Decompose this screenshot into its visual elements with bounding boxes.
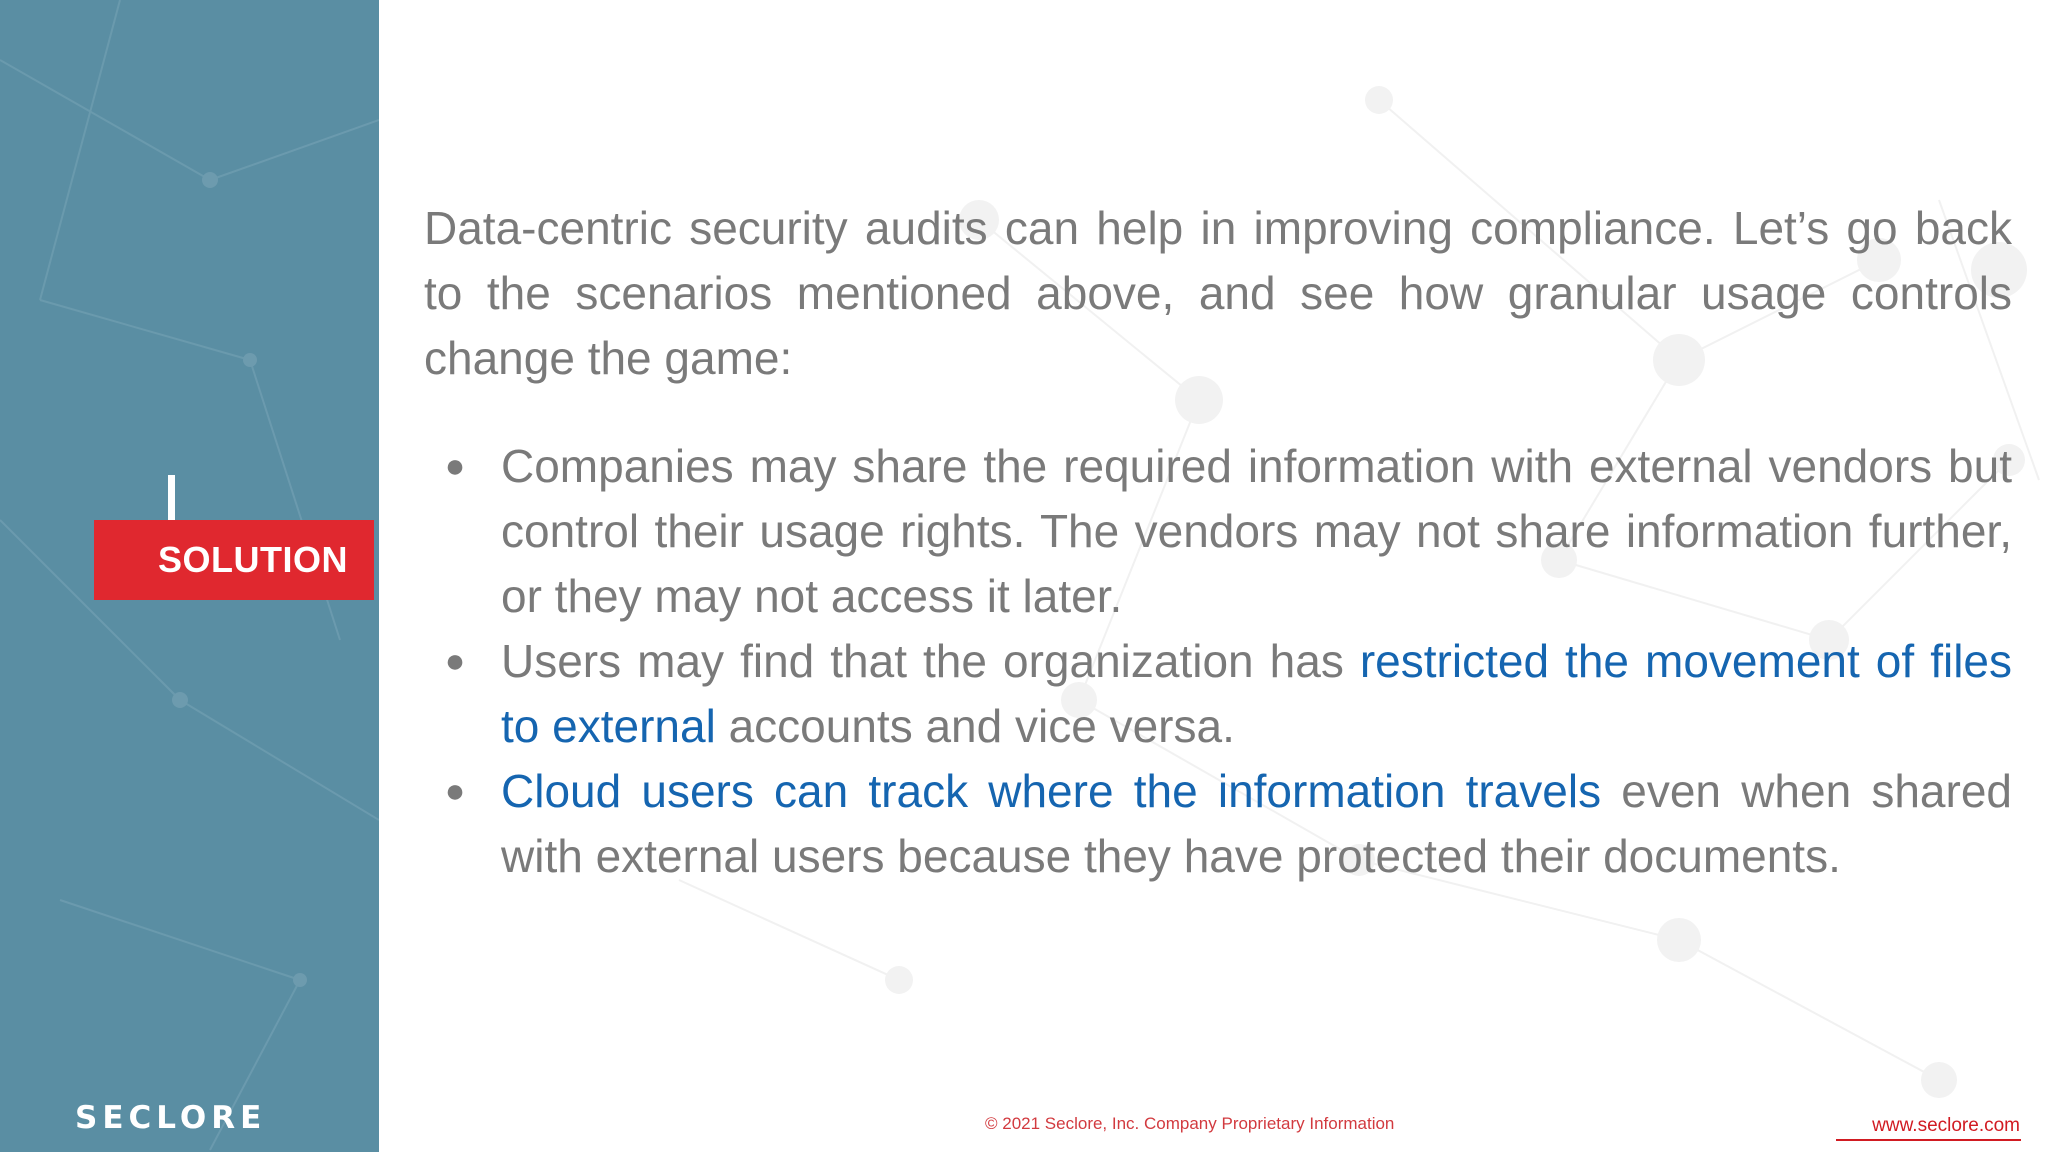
bullet-dot-icon: ● bbox=[444, 642, 466, 680]
bullet-item bbox=[424, 434, 2012, 629]
bullet-item bbox=[424, 759, 2012, 889]
bullet-text-after: accounts and vice versa. bbox=[715, 700, 1235, 752]
slide-content bbox=[424, 196, 2012, 889]
seclore-logo: SECLORE bbox=[75, 1100, 267, 1136]
footer-link-underline bbox=[1836, 1139, 2021, 1141]
bullet-list bbox=[424, 434, 2012, 889]
bullet-highlight: restricted the movement of files to external bbox=[501, 635, 2013, 752]
footer-copyright: © 2021 Seclore, Inc. Company Proprietary Information bbox=[985, 1114, 1395, 1133]
left-panel bbox=[0, 0, 379, 1152]
bullet-text: Companies may share the required information with external vendors but control their usage rights. The vendors may not share information further, or they may not access it later. bbox=[501, 440, 2012, 622]
section-label: SOLUTION bbox=[94, 520, 374, 600]
bullet-highlight: Cloud users can track where the information travels bbox=[501, 765, 1602, 817]
bullet-dot-icon: ● bbox=[444, 447, 466, 485]
intro-paragraph: Data-centric security audits can help in improving compliance. Let’s go back to the scenarios mentioned above, and see how granular usage controls change the game: bbox=[424, 202, 2012, 384]
bullet-item bbox=[424, 629, 2012, 759]
bullet-dot-icon: ● bbox=[444, 772, 466, 810]
section-marker-tick bbox=[168, 475, 175, 521]
bullet-text: Users may find that the organization has bbox=[501, 635, 1360, 687]
footer-website-link[interactable]: www.seclore.com bbox=[1872, 1115, 2020, 1136]
bullet-text-after: even when shared with external users because they have protected their documents. bbox=[501, 765, 2012, 882]
